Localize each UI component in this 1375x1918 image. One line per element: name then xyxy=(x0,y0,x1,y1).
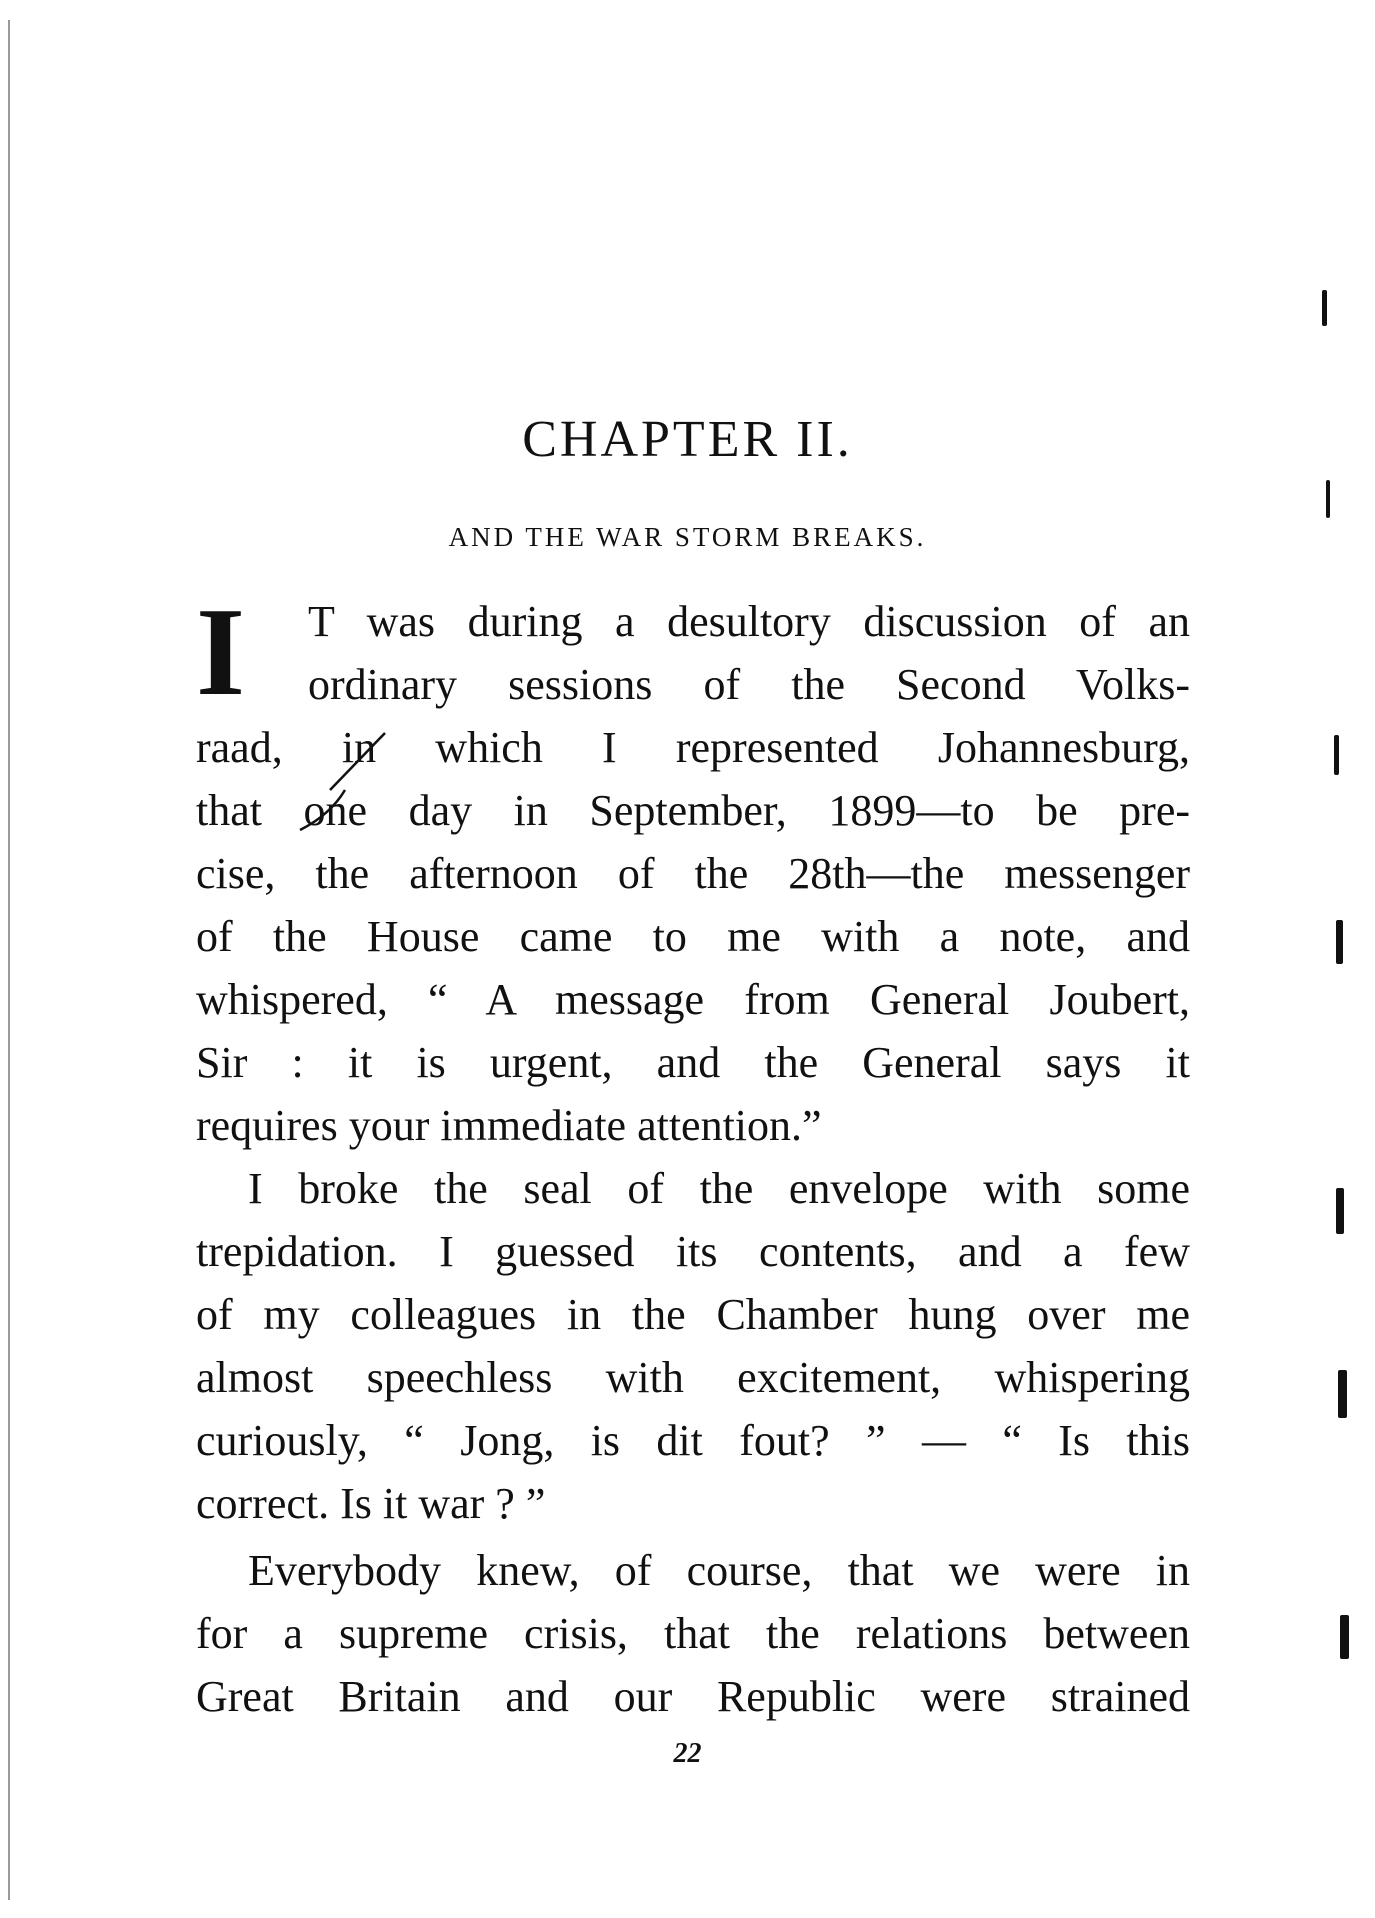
text-line: requires your immediate attention.” xyxy=(196,1101,822,1150)
text-line: correct. Is it war ? ” xyxy=(196,1479,546,1528)
text-line: Great Britain and our Republic were strained xyxy=(196,1672,1190,1721)
text-line: whispered, “ A message from General Joubert, xyxy=(196,975,1190,1024)
text-line: of my colleagues in the Chamber hung over me xyxy=(196,1290,1190,1339)
margin-mark xyxy=(1340,1615,1349,1659)
text-line: for a supreme crisis, that the relations between xyxy=(196,1609,1190,1658)
text-line: ordinary sessions of the Second Volks- xyxy=(308,660,1190,709)
text-line: almost speechless with excitement, whispering xyxy=(196,1353,1190,1402)
margin-mark xyxy=(1326,480,1330,518)
text-line: trepidation. I guessed its contents, and a few xyxy=(196,1227,1190,1276)
pen-stroke-slash xyxy=(330,733,385,790)
chapter-subtitle: AND THE WAR STORM BREAKS. xyxy=(448,522,927,552)
text-line: T was during a desultory discussion of an xyxy=(308,597,1190,646)
text-line: cise, the afternoon of the 28th—the messenger xyxy=(196,849,1190,898)
text-line: curiously, “ Jong, is dit fout? ” — “ Is this xyxy=(196,1416,1190,1465)
text-line: of the House came to me with a note, and xyxy=(196,912,1190,961)
pen-stroke-curve xyxy=(300,790,345,830)
text-line: Everybody knew, of course, that we were in xyxy=(248,1546,1190,1595)
text-line: raad, in which I represented Johannesburg, xyxy=(196,723,1190,772)
margin-mark xyxy=(1334,735,1339,775)
margin-mark xyxy=(1322,290,1327,326)
margin-mark xyxy=(1336,1188,1344,1234)
chapter-title: CHAPTER II. xyxy=(522,411,853,468)
text-line: I broke the seal of the envelope with some xyxy=(248,1164,1190,1213)
margin-mark xyxy=(1336,920,1343,964)
text-line: that one day in September, 1899—to be pre- xyxy=(196,786,1190,835)
drop-cap: I xyxy=(196,583,246,722)
page-number: 22 xyxy=(673,1738,702,1769)
margin-mark xyxy=(1338,1370,1347,1418)
text-line: Sir : it is urgent, and the General says it xyxy=(196,1038,1190,1087)
